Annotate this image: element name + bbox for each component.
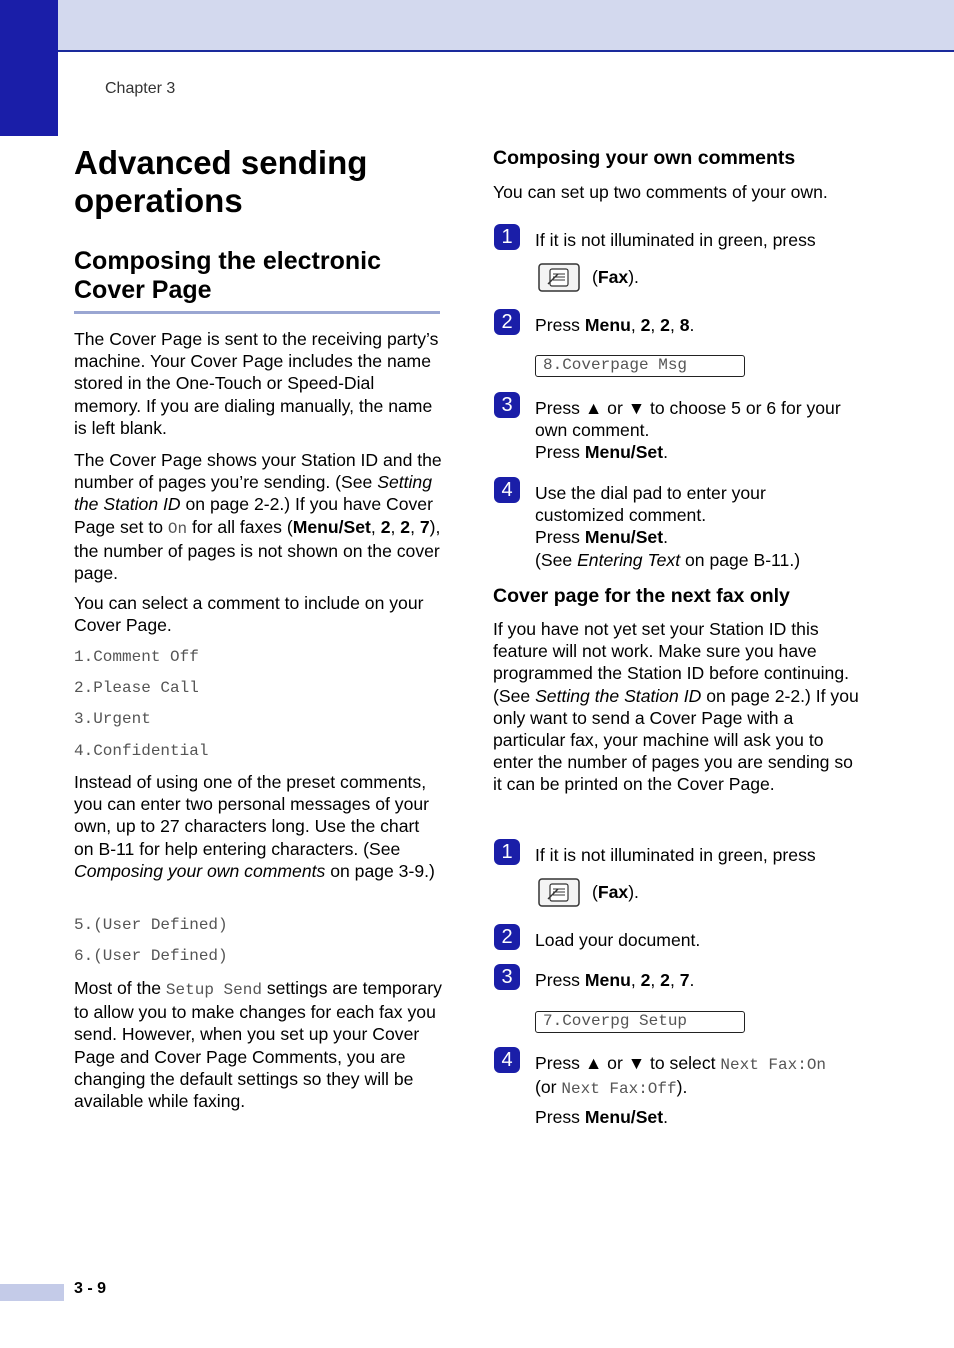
user-comment-option: 5.(User Defined) (74, 916, 228, 934)
step-number: 3 (494, 392, 520, 418)
step-text: Press Menu, 2, 2, 8. (535, 315, 695, 335)
user-comment-option: 6.(User Defined) (74, 947, 228, 965)
step-number: 1 (494, 839, 520, 865)
step-number: 2 (494, 924, 520, 950)
step-text: Use the dial pad to enter your customized comment. Press Menu/Set. (See Entering Text on page B-11.) (535, 483, 801, 570)
next-fax-intro: If you have not yet set your Station ID this feature will not work. Make sure you have programmed the Station ID before continuing. (See Setting the Station ID on page 2-2.) If you only want to send a Cover Page with a particular fax, your machine will ask you to enter the number of pages you are sending so it can be printed on the Cover Page. (493, 619, 859, 795)
lcd-display: 8.Coverpage Msg (535, 355, 745, 377)
step-text: If it is not illuminated in green, press (535, 845, 816, 865)
step-number: 3 (494, 964, 520, 990)
comment-option: 2.Please Call (74, 679, 199, 697)
fax-key-icon (538, 262, 580, 292)
step-number: 1 (494, 224, 520, 250)
page-title: Advanced sending operations (74, 144, 368, 219)
comment-option: 1.Comment Off (74, 648, 199, 666)
comment-select-paragraph: You can select a comment to include on your Cover Page. (74, 593, 424, 636)
own-comments-heading: Composing your own comments (493, 147, 796, 169)
fax-key-label: (Fax). (592, 267, 639, 287)
page-number: 3 - 9 (74, 1280, 107, 1297)
step-text: Press ▲ or ▼ to select Next Fax:On (or Next Fax:Off). (535, 1053, 827, 1099)
setup-send-paragraph: Most of the Setup Send settings are temporary to allow you to make changes for each fax you send. However, when you set up your Cover Page and Cover Page Comments, you are changing the default settings so they will be available while faxing. (74, 978, 442, 1112)
step-number: 2 (494, 309, 520, 335)
station-id-paragraph: The Cover Page shows your Station ID and the number of pages you’re sending. (See Setting the Station ID on page 2-2.) If you have Cover Page set to On for all faxes (Menu/Set, 2, 2, 7), the number of pages is not shown on the cover page. (74, 450, 442, 584)
custom-comment-paragraph: Instead of using one of the preset comments, you can enter two personal messages of your own, up to 27 characters long. Use the chart on B-11 for help entering characters. (See Composing your own comments on page 3-9.) (74, 772, 435, 881)
step-text: Press ▲ or ▼ to choose 5 or 6 for your own comment. Press Menu/Set. (535, 398, 841, 463)
section-title: Composing the electronic Cover Page (74, 247, 440, 314)
intro-paragraph: The Cover Page is sent to the receiving party’s machine. Your Cover Page includes the name stored in the One-Touch or Speed-Dial memory. If you are dialing manually, the name is left blank. (74, 329, 439, 438)
fax-key-icon (538, 877, 580, 907)
chapter-tab (0, 0, 58, 136)
comment-option: 3.Urgent (74, 710, 151, 728)
step-text: Press Menu/Set. (535, 1107, 668, 1127)
step-number: 4 (494, 1047, 520, 1073)
step-text: If it is not illuminated in green, press (535, 230, 816, 250)
next-fax-heading: Cover page for the next fax only (493, 585, 790, 607)
header-band (0, 0, 954, 52)
step-text: Load your document. (535, 930, 701, 950)
step-number: 4 (494, 477, 520, 503)
chapter-label: Chapter 3 (105, 80, 176, 97)
footer-bar (0, 1284, 64, 1301)
comment-option: 4.Confidential (74, 742, 209, 760)
own-comments-intro: You can set up two comments of your own. (493, 182, 828, 202)
step-text: Press Menu, 2, 2, 7. (535, 970, 695, 990)
lcd-display: 7.Coverpg Setup (535, 1011, 745, 1033)
fax-key-label: (Fax). (592, 882, 639, 902)
